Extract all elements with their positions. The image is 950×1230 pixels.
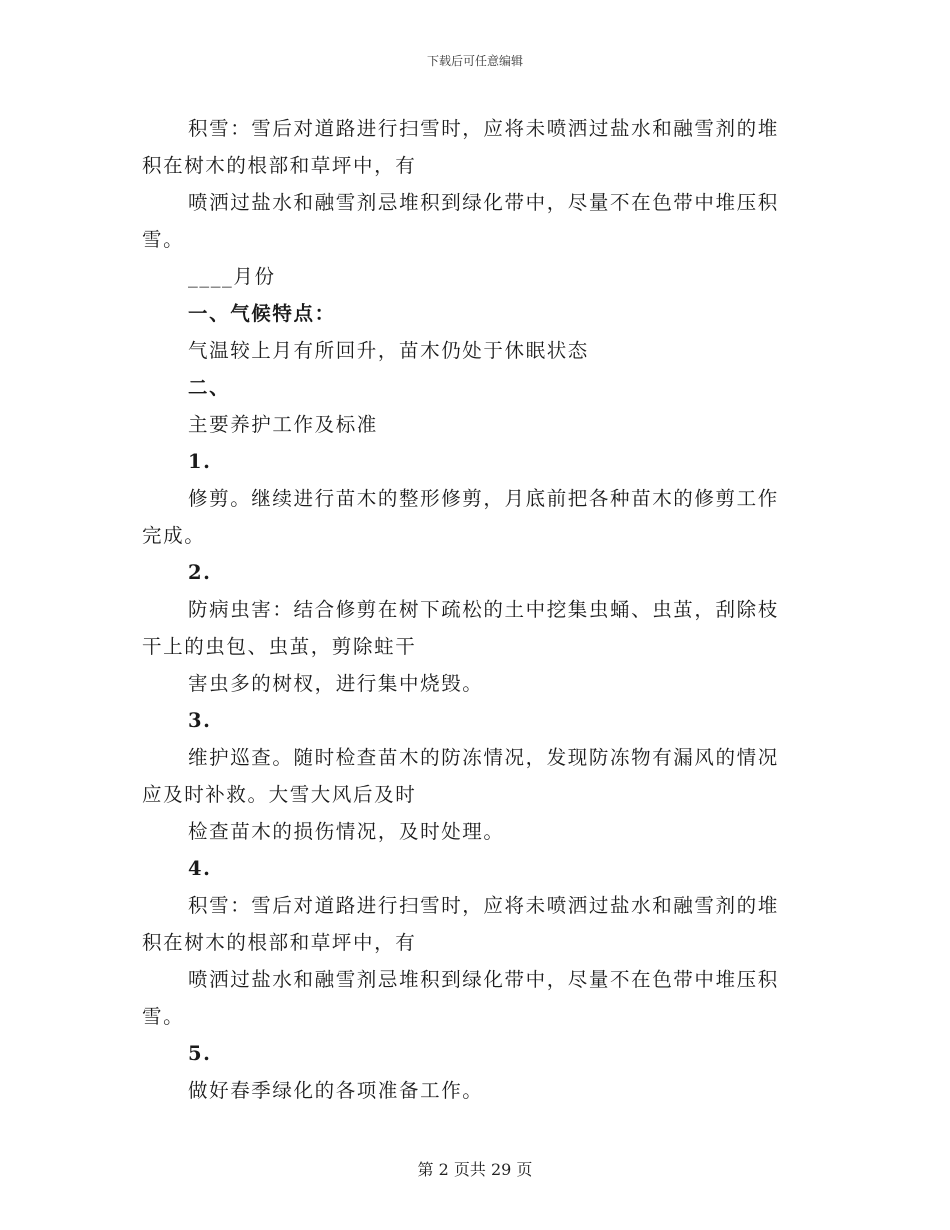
section-heading-number: 二、 (188, 376, 231, 399)
body-line: 积雪：雪后对道路进行扫雪时，应将未喷洒过盐水和融雪剂的堆 (188, 894, 779, 917)
section-heading-climate: 一、气候特点： (188, 302, 336, 325)
body-line: 害虫多的树杈，进行集中烧毁。 (188, 672, 484, 695)
list-number: 4. (188, 857, 212, 880)
body-line: 气温较上月有所回升，苗木仍处于休眠状态 (188, 339, 589, 362)
section-heading-text: 主要养护工作及标准 (188, 413, 378, 436)
body-line: 修剪。继续进行苗木的整形修剪，月底前把各种苗木的修剪工作 (188, 487, 779, 510)
body-line: 积在树木的根部和草坪中，有 (142, 931, 417, 954)
list-number: 5. (188, 1042, 212, 1065)
body-line: 雪。 (142, 228, 185, 251)
body-line: 维护巡查。随时检查苗木的防冻情况，发现防冻物有漏风的情况 (188, 746, 779, 769)
body-line: 积雪：雪后对道路进行扫雪时，应将未喷洒过盐水和融雪剂的堆 (188, 117, 779, 140)
body-line: 检查苗木的损伤情况，及时处理。 (188, 820, 505, 843)
page-footer: 第 2 页共 29 页 (417, 1160, 533, 1179)
body-line: 喷洒过盐水和融雪剂忌堆积到绿化带中，尽量不在色带中堆压积 (188, 191, 779, 214)
body-line: 完成。 (142, 524, 206, 547)
body-line: 喷洒过盐水和融雪剂忌堆积到绿化带中，尽量不在色带中堆压积 (188, 968, 779, 991)
list-number: 3. (188, 709, 212, 732)
body-line: 积在树木的根部和草坪中，有 (142, 154, 417, 177)
month-heading: ____月份 (188, 265, 276, 288)
body-line: 应及时补救。大雪大风后及时 (142, 783, 417, 806)
body-line: 防病虫害：结合修剪在树下疏松的土中挖集虫蛹、虫茧，刮除枝 (188, 598, 779, 621)
page-header: 下载后可任意编辑 (426, 54, 523, 68)
list-number: 2. (188, 561, 212, 584)
body-line: 做好春季绿化的各项准备工作。 (188, 1079, 484, 1102)
document-body (142, 110, 797, 1109)
body-line: 雪。 (142, 1005, 185, 1028)
list-number: 1. (188, 450, 212, 473)
body-line: 干上的虫包、虫茧，剪除蛀干 (142, 635, 417, 658)
